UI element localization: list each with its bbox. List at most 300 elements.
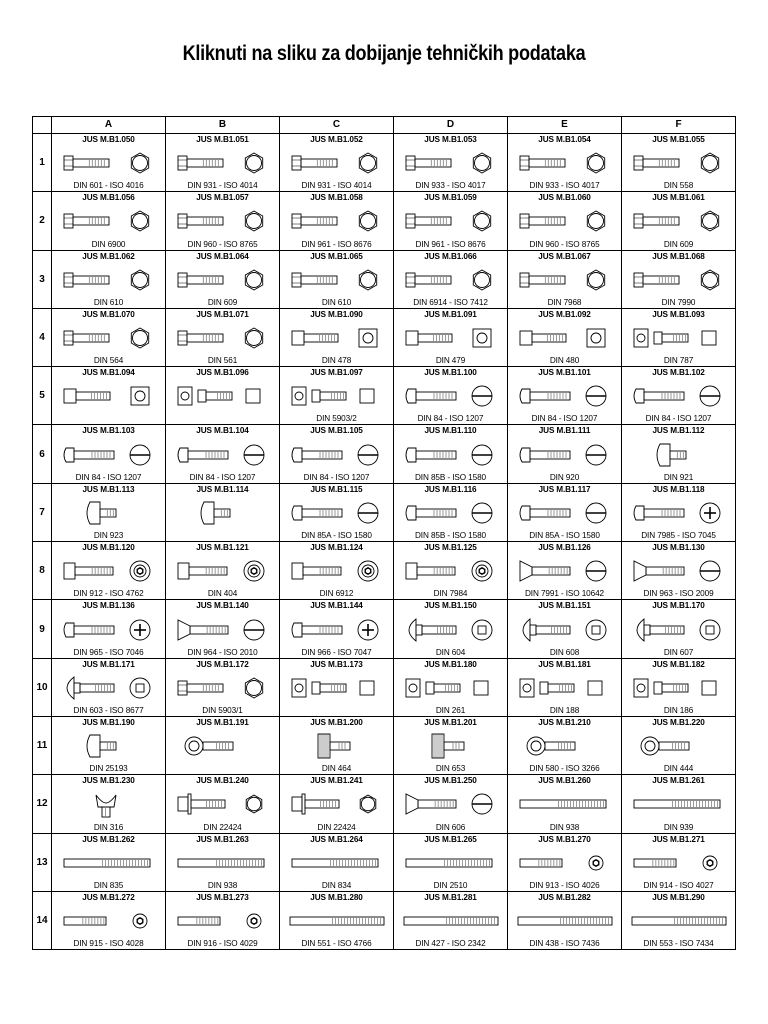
row-header: 13: [33, 834, 52, 892]
fastener-code: JUS M.B1.182: [652, 659, 705, 669]
knurled-screw-icon[interactable]: [286, 730, 387, 762]
fastener-code: JUS M.B1.067: [538, 251, 591, 261]
slotted-screw-icon[interactable]: [400, 380, 501, 412]
t-slot-bolt-icon[interactable]: [628, 322, 729, 354]
fastener-cell[interactable]: [508, 834, 622, 892]
fastener-code: JUS M.B1.272: [82, 892, 135, 902]
flange-bolt-icon[interactable]: [286, 788, 387, 820]
carriage-bolt-icon[interactable]: [400, 613, 501, 645]
fastener-standard: DIN 186: [663, 705, 694, 715]
countersunk-screw-icon[interactable]: [400, 788, 501, 820]
fastener-cell[interactable]: [508, 251, 622, 309]
fastener-code: JUS M.B1.125: [424, 543, 477, 553]
hex-bolt-icon[interactable]: [172, 672, 273, 704]
fastener-cell[interactable]: [508, 892, 622, 950]
fastener-cell[interactable]: [394, 134, 508, 192]
fastener-cell[interactable]: [166, 542, 280, 600]
fastener-standard: DIN 25193: [89, 764, 128, 774]
fastener-standard: DIN 84 - ISO 1207: [303, 472, 370, 482]
fastener-cell[interactable]: [394, 425, 508, 483]
column-header: C: [280, 117, 394, 134]
slotted-screw-icon[interactable]: [286, 497, 387, 529]
fastener-cell[interactable]: [166, 425, 280, 483]
fastener-cell[interactable]: [508, 192, 622, 250]
hex-bolt-icon[interactable]: [58, 205, 159, 237]
fastener-cell[interactable]: [508, 367, 622, 425]
slotted-screw-icon[interactable]: [172, 438, 273, 470]
fastener-standard: DIN 561: [207, 356, 238, 366]
fastener-cell[interactable]: [394, 367, 508, 425]
fastener-standard: DIN 961 - ISO 8676: [415, 239, 486, 249]
fastener-cell[interactable]: [52, 717, 166, 775]
fastener-cell[interactable]: [166, 367, 280, 425]
fastener-code: JUS M.B1.190: [82, 717, 135, 727]
countersunk-screw-icon[interactable]: [514, 555, 615, 587]
hex-bolt-icon[interactable]: [514, 264, 615, 296]
fastener-code: JUS M.B1.280: [310, 892, 363, 902]
fastener-table: [32, 116, 736, 950]
fastener-cell[interactable]: [394, 542, 508, 600]
socket-screw-icon[interactable]: [400, 555, 501, 587]
set-screw-icon[interactable]: [514, 847, 615, 879]
column-header: B: [166, 117, 280, 134]
fastener-standard: DIN 965 - ISO 7046: [73, 647, 144, 657]
fastener-cell[interactable]: [280, 251, 394, 309]
fastener-standard: DIN 921: [663, 472, 694, 482]
flange-bolt-icon[interactable]: [172, 788, 273, 820]
knurled-screw-icon[interactable]: [400, 730, 501, 762]
fastener-cell[interactable]: [622, 484, 736, 542]
fastener-cell[interactable]: [394, 192, 508, 250]
fastener-cell[interactable]: [280, 425, 394, 483]
fastener-cell[interactable]: [508, 600, 622, 658]
fastener-standard: DIN 261: [435, 705, 466, 715]
fastener-standard: DIN 564: [93, 356, 124, 366]
fastener-cell[interactable]: [52, 542, 166, 600]
pan-screw-icon[interactable]: [58, 497, 159, 529]
fastener-standard: DIN 553 - ISO 7434: [643, 939, 714, 949]
fastener-code: JUS M.B1.112: [652, 426, 705, 436]
fastener-cell[interactable]: [280, 892, 394, 950]
fastener-code: JUS M.B1.111: [538, 426, 591, 436]
fastener-code: JUS M.B1.053: [424, 135, 477, 144]
fastener-standard: DIN 479: [435, 356, 466, 366]
fastener-cell[interactable]: [394, 775, 508, 833]
socket-screw-icon[interactable]: [172, 555, 273, 587]
fastener-code: JUS M.B1.121: [196, 543, 249, 553]
fastener-code: JUS M.B1.173: [310, 659, 363, 669]
hex-bolt-icon[interactable]: [286, 147, 387, 179]
fastener-code: JUS M.B1.240: [196, 776, 249, 786]
carriage-bolt-icon[interactable]: [58, 672, 159, 704]
fastener-code: JUS M.B1.264: [310, 834, 363, 844]
slotted-screw-icon[interactable]: [58, 438, 159, 470]
fastener-cell[interactable]: [508, 717, 622, 775]
pan-screw-icon[interactable]: [628, 438, 729, 470]
fastener-cell[interactable]: [280, 309, 394, 367]
fastener-code: JUS M.B1.070: [82, 309, 135, 319]
threaded-rod-icon[interactable]: [400, 905, 501, 937]
slotted-screw-icon[interactable]: [514, 380, 615, 412]
fastener-cell[interactable]: [622, 134, 736, 192]
fastener-code: JUS M.B1.151: [538, 601, 591, 611]
fastener-cell[interactable]: [166, 251, 280, 309]
fastener-code: JUS M.B1.282: [538, 892, 591, 902]
fastener-standard: DIN 580 - ISO 3266: [529, 764, 600, 774]
fastener-cell[interactable]: [622, 425, 736, 483]
fastener-code: JUS M.B1.262: [82, 834, 135, 844]
fastener-code: JUS M.B1.273: [196, 892, 249, 902]
fastener-code: JUS M.B1.210: [538, 717, 591, 727]
fastener-cell[interactable]: [508, 659, 622, 717]
fastener-cell[interactable]: [52, 484, 166, 542]
fastener-standard: DIN 913 - ISO 4026: [529, 880, 600, 890]
fastener-cell[interactable]: [622, 600, 736, 658]
stud-bolt-icon[interactable]: [628, 788, 729, 820]
fastener-code: JUS M.B1.120: [82, 543, 135, 553]
slotted-screw-icon[interactable]: [514, 438, 615, 470]
fastener-standard: DIN 607: [663, 647, 694, 657]
fastener-standard: DIN 601 - ISO 4016: [73, 181, 144, 191]
stud-bolt-icon[interactable]: [400, 847, 501, 879]
fastener-cell[interactable]: [394, 834, 508, 892]
hex-bolt-icon[interactable]: [58, 264, 159, 296]
hex-bolt-icon[interactable]: [172, 322, 273, 354]
row-header: 1: [33, 134, 52, 192]
fastener-code: JUS M.B1.062: [82, 251, 135, 261]
stud-bolt-icon[interactable]: [514, 788, 615, 820]
fastener-cell[interactable]: [622, 717, 736, 775]
fastener-cell[interactable]: [508, 542, 622, 600]
fastener-code: JUS M.B1.170: [652, 601, 705, 611]
fastener-code: JUS M.B1.058: [310, 193, 363, 203]
fastener-cell[interactable]: [280, 134, 394, 192]
fastener-cell[interactable]: [52, 134, 166, 192]
fastener-standard: DIN 22424: [317, 822, 356, 832]
threaded-rod-icon[interactable]: [628, 905, 729, 937]
fastener-code: JUS M.B1.230: [82, 776, 135, 786]
fastener-cell[interactable]: [622, 775, 736, 833]
fastener-standard: DIN 609: [663, 239, 694, 249]
fastener-code: JUS M.B1.172: [196, 659, 249, 669]
fastener-code: JUS M.B1.065: [310, 251, 363, 261]
hex-bolt-icon[interactable]: [172, 147, 273, 179]
fastener-standard: DIN 404: [207, 589, 238, 599]
hex-bolt-icon[interactable]: [514, 205, 615, 237]
fastener-code: JUS M.B1.068: [652, 251, 705, 261]
hex-bolt-icon[interactable]: [514, 147, 615, 179]
fastener-cell[interactable]: [508, 425, 622, 483]
carriage-bolt-icon[interactable]: [628, 613, 729, 645]
slotted-screw-icon[interactable]: [514, 497, 615, 529]
fastener-cell[interactable]: [280, 659, 394, 717]
fastener-standard: DIN 961 - ISO 8676: [301, 239, 372, 249]
row-header: 6: [33, 425, 52, 483]
phillips-screw-icon[interactable]: [58, 613, 159, 645]
fastener-cell[interactable]: [622, 892, 736, 950]
fastener-cell[interactable]: [52, 367, 166, 425]
fastener-cell[interactable]: [394, 309, 508, 367]
fastener-cell[interactable]: [280, 775, 394, 833]
fastener-code: JUS M.B1.093: [652, 309, 705, 319]
fastener-cell[interactable]: [622, 251, 736, 309]
fastener-standard: DIN 603 - ISO 8677: [73, 705, 144, 715]
row-header: 5: [33, 367, 52, 425]
threaded-rod-icon[interactable]: [286, 905, 387, 937]
fastener-cell[interactable]: [52, 192, 166, 250]
fastener-cell[interactable]: [394, 717, 508, 775]
fastener-standard: DIN 915 - ISO 4028: [73, 939, 144, 949]
hex-bolt-icon[interactable]: [400, 147, 501, 179]
fastener-cell[interactable]: [508, 309, 622, 367]
fastener-cell[interactable]: [622, 834, 736, 892]
hex-bolt-icon[interactable]: [628, 264, 729, 296]
fastener-cell[interactable]: [622, 192, 736, 250]
fastener-cell[interactable]: [52, 251, 166, 309]
fastener-cell[interactable]: [52, 775, 166, 833]
fastener-standard: DIN 939: [663, 822, 694, 832]
fastener-standard: DIN 964 - ISO 2010: [187, 647, 258, 657]
fastener-cell[interactable]: [166, 892, 280, 950]
fastener-cell[interactable]: [166, 775, 280, 833]
fastener-standard: DIN 7968: [547, 297, 582, 307]
row-header: 2: [33, 192, 52, 250]
fastener-cell[interactable]: [622, 309, 736, 367]
square-bolt-icon[interactable]: [400, 322, 501, 354]
row-header: 10: [33, 659, 52, 717]
fastener-code: JUS M.B1.057: [196, 193, 249, 203]
fastener-standard: DIN 84 - ISO 1207: [417, 414, 484, 424]
column-header: A: [52, 117, 166, 134]
t-slot-bolt-icon[interactable]: [286, 380, 387, 412]
row-header: 9: [33, 600, 52, 658]
fastener-code: JUS M.B1.116: [424, 484, 477, 494]
fastener-standard: DIN 966 - ISO 7047: [301, 647, 372, 657]
fastener-code: JUS M.B1.150: [424, 601, 477, 611]
fastener-cell[interactable]: [52, 425, 166, 483]
fastener-standard: DIN 85B - ISO 1580: [414, 472, 486, 482]
fastener-cell[interactable]: [394, 600, 508, 658]
fastener-standard: DIN 84 - ISO 1207: [75, 472, 142, 482]
fastener-cell[interactable]: [394, 484, 508, 542]
fastener-cell[interactable]: [394, 892, 508, 950]
fastener-standard: DIN 787: [663, 356, 694, 366]
fastener-code: JUS M.B1.130: [652, 543, 705, 553]
row-header: 11: [33, 717, 52, 775]
fastener-cell[interactable]: [166, 659, 280, 717]
fastener-standard: DIN 5903/2: [316, 414, 357, 424]
fastener-cell[interactable]: [394, 659, 508, 717]
fastener-cell[interactable]: [622, 367, 736, 425]
fastener-cell[interactable]: [52, 659, 166, 717]
phillips-screw-icon[interactable]: [628, 497, 729, 529]
fastener-code: JUS M.B1.101: [538, 368, 591, 378]
carriage-bolt-icon[interactable]: [514, 613, 615, 645]
fastener-cell[interactable]: [508, 484, 622, 542]
row-header: 8: [33, 542, 52, 600]
column-header: D: [394, 117, 508, 134]
fastener-code: JUS M.B1.180: [424, 659, 477, 669]
fastener-cell[interactable]: [280, 367, 394, 425]
slotted-screw-icon[interactable]: [400, 438, 501, 470]
t-slot-bolt-icon[interactable]: [400, 672, 501, 704]
fastener-cell[interactable]: [166, 600, 280, 658]
socket-screw-icon[interactable]: [286, 555, 387, 587]
fastener-code: JUS M.B1.136: [82, 601, 135, 611]
fastener-code: JUS M.B1.281: [424, 892, 477, 902]
fastener-code: JUS M.B1.071: [196, 309, 249, 319]
fastener-standard: DIN 7984: [433, 589, 468, 599]
eye-bolt-icon[interactable]: [514, 730, 615, 762]
row-header: 14: [33, 892, 52, 950]
fastener-cell[interactable]: [166, 484, 280, 542]
fastener-code: JUS M.B1.113: [82, 484, 135, 494]
fastener-code: JUS M.B1.124: [310, 543, 363, 553]
socket-screw-icon[interactable]: [58, 555, 159, 587]
fastener-standard: DIN 5903/1: [202, 705, 243, 715]
stud-bolt-icon[interactable]: [58, 847, 159, 879]
fastener-code: JUS M.B1.054: [538, 135, 591, 144]
hex-bolt-icon[interactable]: [172, 205, 273, 237]
fastener-code: JUS M.B1.051: [196, 135, 249, 144]
fastener-standard: DIN 85A - ISO 1580: [301, 531, 372, 541]
wing-screw-icon[interactable]: [58, 788, 159, 820]
fastener-standard: DIN 920: [549, 472, 580, 482]
fastener-code: JUS M.B1.104: [196, 426, 249, 436]
fastener-code: JUS M.B1.200: [310, 717, 363, 727]
fastener-standard: DIN 438 - ISO 7436: [529, 939, 600, 949]
fastener-code: JUS M.B1.118: [652, 484, 705, 494]
fastener-standard: DIN 916 - ISO 4029: [187, 939, 258, 949]
stud-bolt-icon[interactable]: [286, 847, 387, 879]
fastener-standard: DIN 22424: [203, 822, 242, 832]
fastener-code: JUS M.B1.061: [652, 193, 705, 203]
fastener-code: JUS M.B1.171: [82, 659, 135, 669]
t-slot-bolt-icon[interactable]: [514, 672, 615, 704]
fastener-cell[interactable]: [622, 659, 736, 717]
fastener-code: JUS M.B1.241: [310, 776, 363, 786]
column-header: F: [622, 117, 736, 134]
fastener-cell[interactable]: [166, 192, 280, 250]
hex-bolt-icon[interactable]: [286, 264, 387, 296]
fastener-standard: DIN 188: [549, 705, 580, 715]
fastener-cell[interactable]: [52, 892, 166, 950]
fastener-standard: DIN 316: [93, 822, 124, 832]
fastener-code: JUS M.B1.096: [196, 368, 249, 378]
fastener-standard: DIN 444: [663, 764, 694, 774]
fastener-code: JUS M.B1.250: [424, 776, 477, 786]
set-screw-icon[interactable]: [58, 905, 159, 937]
pan-screw-icon[interactable]: [58, 730, 159, 762]
fastener-code: JUS M.B1.201: [424, 717, 477, 727]
stud-bolt-icon[interactable]: [172, 847, 273, 879]
fastener-standard: DIN 960 - ISO 8765: [529, 239, 600, 249]
t-slot-bolt-icon[interactable]: [286, 672, 387, 704]
fastener-cell[interactable]: [280, 484, 394, 542]
countersunk-screw-icon[interactable]: [628, 555, 729, 587]
fastener-cell[interactable]: [508, 775, 622, 833]
fastener-cell[interactable]: [280, 834, 394, 892]
hex-bolt-icon[interactable]: [628, 147, 729, 179]
pan-screw-icon[interactable]: [172, 497, 273, 529]
slotted-screw-icon[interactable]: [400, 497, 501, 529]
hex-bolt-icon[interactable]: [58, 322, 159, 354]
fastener-standard: DIN 610: [321, 297, 352, 307]
hex-bolt-icon[interactable]: [172, 264, 273, 296]
fastener-code: JUS M.B1.261: [652, 776, 705, 786]
row-header: 7: [33, 484, 52, 542]
fastener-code: JUS M.B1.144: [310, 601, 363, 611]
fastener-standard: DIN 933 - ISO 4017: [529, 181, 600, 191]
fastener-code: JUS M.B1.117: [538, 484, 591, 494]
page-title: Kliknuti na sliku za dobijanje tehničkih podataka: [182, 42, 586, 65]
eye-bolt-icon[interactable]: [172, 730, 273, 762]
phillips-screw-icon[interactable]: [286, 613, 387, 645]
threaded-rod-icon[interactable]: [514, 905, 615, 937]
fastener-standard: DIN 960 - ISO 8765: [187, 239, 258, 249]
t-slot-bolt-icon[interactable]: [628, 672, 729, 704]
countersunk-screw-icon[interactable]: [172, 613, 273, 645]
fastener-standard: DIN 7991 - ISO 10642: [524, 589, 604, 599]
fastener-standard: DIN 480: [549, 356, 580, 366]
fastener-standard: DIN 914 - ISO 4027: [643, 880, 714, 890]
fastener-code: JUS M.B1.056: [82, 193, 135, 203]
fastener-code: JUS M.B1.090: [310, 309, 363, 319]
fastener-code: JUS M.B1.097: [310, 368, 363, 378]
fastener-cell[interactable]: [280, 192, 394, 250]
square-bolt-icon[interactable]: [286, 322, 387, 354]
fastener-cell[interactable]: [394, 251, 508, 309]
fastener-standard: DIN 6914 - ISO 7412: [413, 297, 488, 307]
fastener-code: JUS M.B1.126: [538, 543, 591, 553]
hex-bolt-icon[interactable]: [286, 205, 387, 237]
fastener-cell[interactable]: [166, 834, 280, 892]
slotted-screw-icon[interactable]: [286, 438, 387, 470]
fastener-cell[interactable]: [166, 717, 280, 775]
fastener-cell[interactable]: [280, 600, 394, 658]
fastener-cell[interactable]: [166, 309, 280, 367]
fastener-code: JUS M.B1.094: [82, 368, 135, 378]
eye-bolt-icon[interactable]: [628, 730, 729, 762]
fastener-cell[interactable]: [280, 542, 394, 600]
square-bolt-icon[interactable]: [58, 380, 159, 412]
fastener-standard: DIN 85A - ISO 1580: [529, 531, 600, 541]
fastener-standard: DIN 938: [549, 822, 580, 832]
fastener-cell[interactable]: [280, 717, 394, 775]
set-screw-icon[interactable]: [628, 847, 729, 879]
square-bolt-icon[interactable]: [514, 322, 615, 354]
fastener-code: JUS M.B1.260: [538, 776, 591, 786]
fastener-cell[interactable]: [52, 309, 166, 367]
column-header: E: [508, 117, 622, 134]
fastener-standard: DIN 478: [321, 356, 352, 366]
fastener-cell[interactable]: [166, 134, 280, 192]
fastener-code: JUS M.B1.140: [196, 601, 249, 611]
fastener-code: JUS M.B1.290: [652, 892, 705, 902]
t-slot-bolt-icon[interactable]: [172, 380, 273, 412]
fastener-cell[interactable]: [622, 542, 736, 600]
hex-bolt-icon[interactable]: [628, 205, 729, 237]
hex-bolt-icon[interactable]: [58, 147, 159, 179]
fastener-cell[interactable]: [52, 600, 166, 658]
fastener-cell[interactable]: [52, 834, 166, 892]
fastener-cell[interactable]: [508, 134, 622, 192]
set-screw-icon[interactable]: [172, 905, 273, 937]
hex-bolt-icon[interactable]: [400, 205, 501, 237]
hex-bolt-icon[interactable]: [400, 264, 501, 296]
slotted-screw-icon[interactable]: [628, 380, 729, 412]
fastener-code: JUS M.B1.103: [82, 426, 135, 436]
